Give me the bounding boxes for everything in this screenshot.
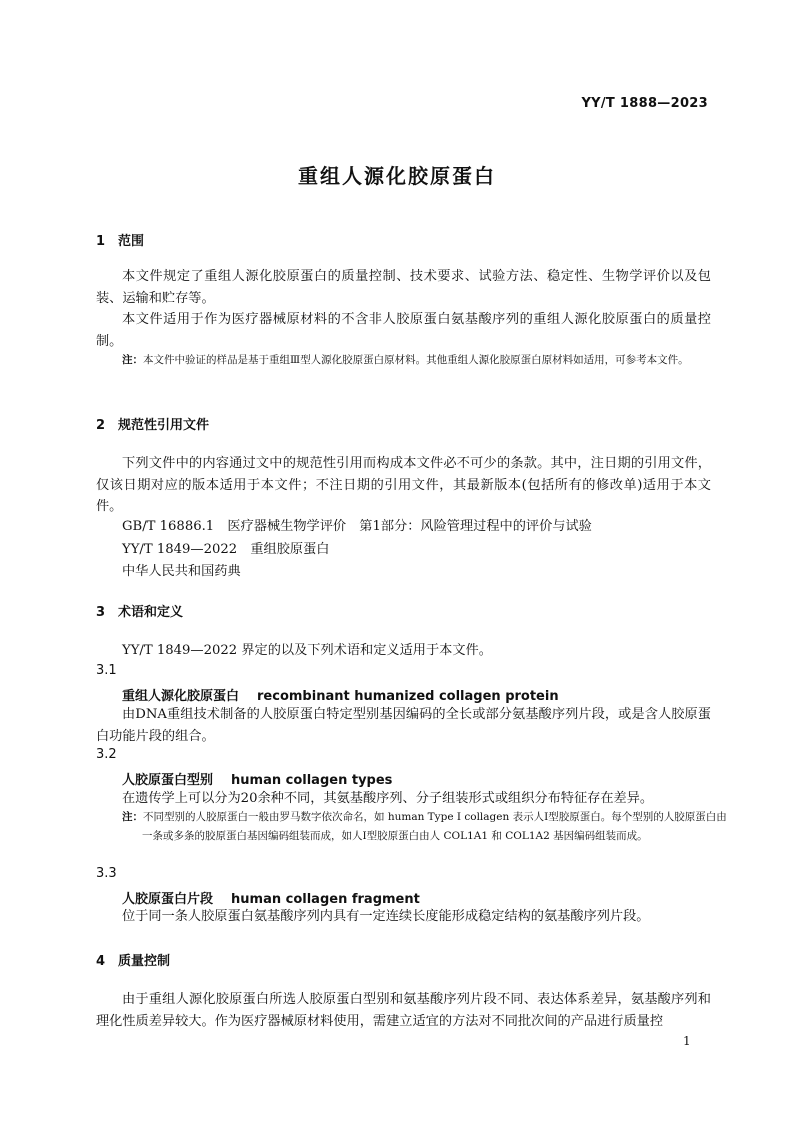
- section-2-paragraph-1: 下列文件中的内容通过文中的规范性引用而构成本文件必不可少的条款。其中，注日期的引用文件，仅该日期对应的版本适用于本文件；不注日期的引用文件，其最新版本(包括所有的修改单)适用于本文件。: [96, 456, 711, 514]
- term-chinese: 重组人源化胶原蛋白: [122, 689, 240, 704]
- section-number: 3: [96, 605, 106, 620]
- section-1-note: [122, 351, 732, 370]
- section-4-paragraph-1: 由于重组人源化胶原蛋白所选人胶原蛋白型别和氨基酸序列片段不同、表达体系差异，氨基酸序列和理化性质差异较大。作为医疗器械原材料使用，需建立适宜的方法对不同批次间的产品进行质量控: [96, 992, 711, 1029]
- term-english: human collagen fragment: [231, 892, 420, 907]
- note-label: 注：: [122, 354, 143, 366]
- reference-item: YY/T 1849—2022 重组胶原蛋白: [122, 542, 330, 557]
- section-3-heading: [96, 601, 183, 620]
- section-4-heading: [96, 950, 170, 969]
- term-english: recombinant humanized collagen protein: [257, 689, 559, 704]
- standard-code: YY/T 1888—2023: [581, 96, 708, 111]
- section-1-paragraph-1: 本文件规定了重组人源化胶原蛋白的质量控制、技术要求、试验方法、稳定性、生物学评价以及包装、运输和贮存等。: [96, 269, 711, 306]
- section-title: 质量控制: [118, 954, 171, 969]
- document-title: 重组人源化胶原蛋白: [298, 164, 496, 188]
- term-chinese: 人胶原蛋白片段: [122, 892, 214, 907]
- term-title: [122, 888, 420, 907]
- reference-item: 中华人民共和国药典: [122, 564, 241, 579]
- page-number: 1: [683, 1034, 691, 1048]
- term-number: 3.3: [96, 866, 117, 881]
- section-1-paragraph-2: 本文件适用于作为医疗器械原材料的不含非人胶原蛋白氨基酸序列的重组人源化胶原蛋白的质量控制。: [96, 312, 711, 349]
- note-text: 本文件中验证的样品是基于重组Ⅲ型人源化胶原蛋白原材料。其他重组人源化胶原蛋白原材料如适用，可参考本文件。: [143, 354, 689, 366]
- section-number: 4: [96, 954, 106, 969]
- reference-item: GB/T 16886.1 医疗器械生物学评价 第1部分：风险管理过程中的评价与试验: [122, 519, 592, 534]
- note-label: 注：: [122, 811, 143, 823]
- section-3-paragraph-1: YY/T 1849—2022 界定的以及下列术语和定义适用于本文件。: [122, 643, 492, 658]
- term-note: [122, 808, 732, 846]
- term-definition: 由DNA重组技术制备的人胶原蛋白特定型别基因编码的全长或部分氨基酸序列片段，或是含人胶原蛋白功能片段的组合。: [96, 707, 711, 744]
- term-english: human collagen types: [231, 773, 393, 788]
- term-title: [122, 685, 559, 704]
- term-number: 3.1: [96, 663, 117, 678]
- term-chinese: 人胶原蛋白型别: [122, 773, 214, 788]
- section-title: 范围: [118, 234, 145, 249]
- term-definition: 在遗传学上可以分为20余种不同，其氨基酸序列、分子组装形式或组织分布特征存在差异。: [122, 791, 654, 806]
- term-number: 3.2: [96, 747, 117, 762]
- section-title: 规范性引用文件: [118, 418, 210, 433]
- note-text: 不同型别的人胶原蛋白一般由罗马数字依次命名，如 human Type Ⅰ collagen 表示人Ⅰ型胶原蛋白。每个型别的人胶原蛋白由一条或多条的胶原蛋白基因编码组装而成，如人Ⅰ型胶原蛋白由人 COL1A1 和 COL1A2 基因编码组装而成。: [142, 811, 727, 842]
- section-number: 2: [96, 418, 106, 433]
- term-definition: 位于同一条人胶原蛋白氨基酸序列内具有一定连续长度能形成稳定结构的氨基酸序列片段。: [122, 909, 650, 924]
- section-number: 1: [96, 234, 106, 249]
- section-2-heading: [96, 414, 209, 433]
- section-1-heading: [96, 230, 144, 249]
- term-title: [122, 769, 392, 788]
- section-title: 术语和定义: [118, 605, 184, 620]
